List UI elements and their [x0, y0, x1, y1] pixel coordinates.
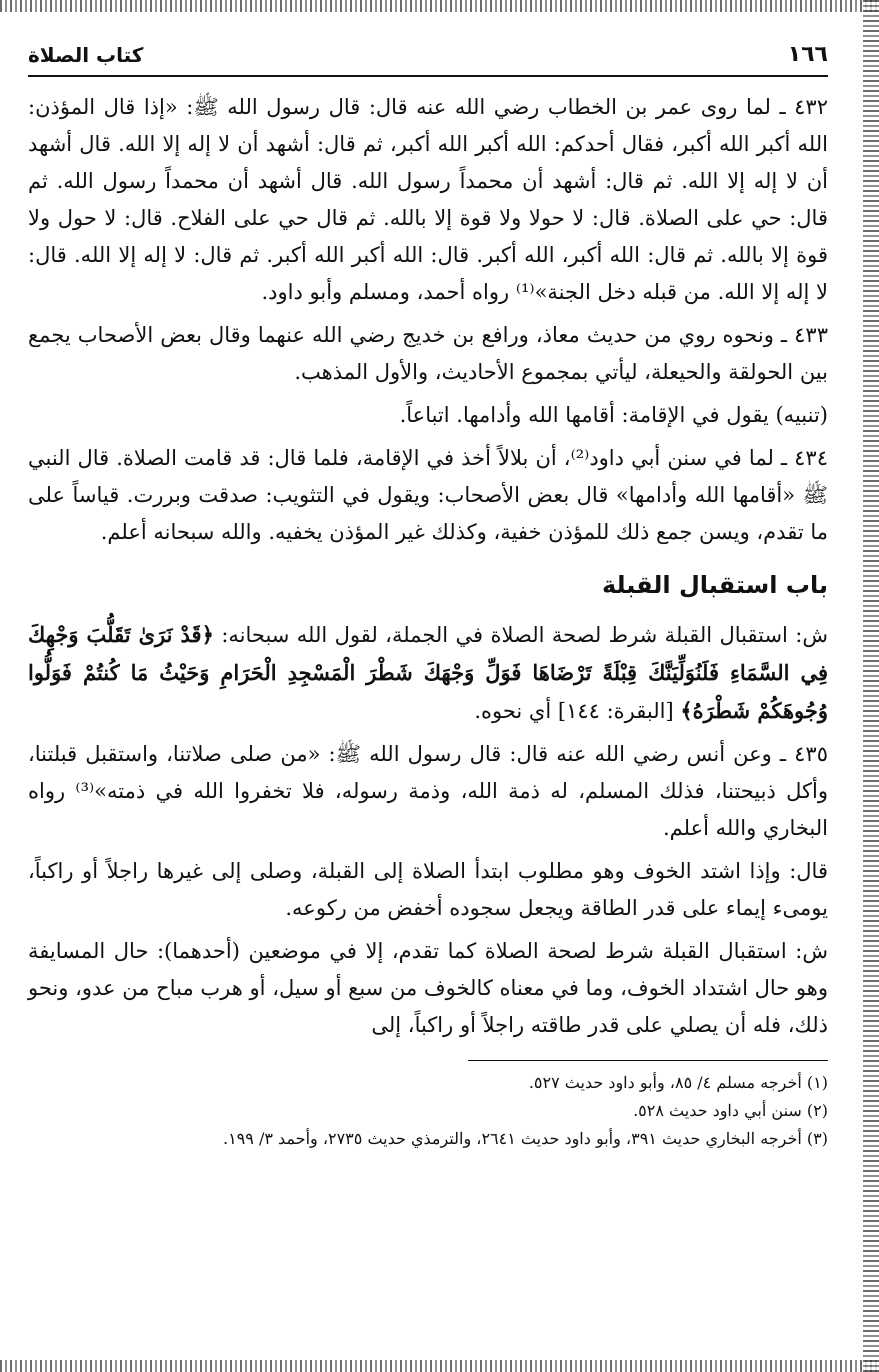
book-title: كتاب الصلاة	[28, 42, 144, 67]
paragraph-sharh-qibla	[28, 616, 828, 730]
sharh-qibla-text: ش: استقبال القبلة شرط لصحة الصلاة في الجملة، لقول الله سبحانه:	[221, 623, 828, 647]
section-title: باب استقبال القبلة	[601, 571, 828, 599]
paragraph-435: ٤٣٥ ـ وعن أنس رضي الله عنه قال: قال رسول الله ﷺ: «من صلى صلاتنا، واستقبل قبلتنا، وأكل ذبيحتنا، فذلك المسلم، له ذمة الله، وذمة رسوله، فلا تخفروا الله في ذمته»⁽³⁾ رواه البخاري والله أعلم.	[28, 742, 828, 840]
footnotes	[28, 1069, 828, 1153]
page-number: ١٦٦	[787, 42, 828, 67]
paragraph-tanbih: (تنبيه) يقول في الإقامة: أقامها الله وأدامها. اتباعاً.	[399, 403, 828, 427]
page-body	[28, 89, 828, 1044]
book-page	[28, 42, 828, 1153]
verse-reference: [البقرة: ١٤٤] أي نحوه.	[474, 699, 674, 723]
ornamental-border-top	[0, 0, 879, 12]
footnote-separator	[468, 1060, 828, 1061]
paragraph-432: ٤٣٢ ـ لما روى عمر بن الخطاب رضي الله عنه قال: قال رسول الله ﷺ: «إذا قال المؤذن: الله أكبر الله أكبر، فقال أحدكم: الله أكبر الله أكبر، ثم قال: أشهد أن لا إله إلا الله. قال أشهد أن لا إله إلا الله. ثم قال: أشهد أن محمداً رسول الله. قال أشهد أن محمداً رسول الله. ثم قال: حي على الصلاة. قال: لا حولا ولا قوة إلا بالله. ثم قال حي على الفلاح. قال: لا حول ولا قوة إلا بالله. ثم قال: الله أكبر، الله أكبر. قال: الله أكبر الله أكبر. ثم قال: لا إله إلا الله. قال: لا إله إلا الله. من قبله دخل الجنة»⁽¹⁾ رواه أحمد، ومسلم وأبو داود.	[28, 95, 828, 304]
quran-verse: ﴿قَدْ نَرَىٰ تَقَلُّبَ وَجْهِكَ فِي السَّمَاءِ فَلَنُوَلِّيَنَّكَ قِبْلَةً تَرْضَاهَا فَوَلِّ وَجْهَكَ شَطْرَ الْمَسْجِدِ الْحَرَامِ وَحَيْثُ مَا كُنتُمْ فَوَلُّوا وُجُوهَكُمْ شَطْرَهُ﴾	[28, 622, 828, 723]
footnote-3: (٣) أخرجه البخاري حديث ٣٩١، وأبو داود حديث ٢٦٤١، والترمذي حديث ٢٧٣٥، وأحمد ٣/ ١٩٩.	[222, 1129, 828, 1148]
paragraph-sharh-mawdiayn: ش: استقبال القبلة شرط لصحة الصلاة كما تقدم، إلا في موضعين (أحدهما): حال المسايفة وهو حال اشتداد الخوف، وما في معناه كالخوف من سبع أو سيل، أو هرب مباح من عدو، ونحو ذلك، فله أن يصلي على قدر طاقته راجلاً أو راكباً، إلى	[28, 939, 828, 1037]
footnote-1: (١) أخرجه مسلم ٤/ ٨٥، وأبو داود حديث ٥٢٧.	[528, 1073, 828, 1092]
paragraph-433: ٤٣٣ ـ ونحوه روي من حديث معاذ، ورافع بن خديج رضي الله عنهما وقال بعض الأصحاب يجمع بين الحولقة والحيعلة، ليأتي بمجموع الأحاديث، والأول المذهب.	[28, 323, 828, 384]
footnote-2: (٢) سنن أبي داود حديث ٥٢٨.	[633, 1101, 828, 1120]
ornamental-border-right	[863, 0, 879, 1372]
running-header	[28, 42, 828, 77]
paragraph-434: ٤٣٤ ـ لما في سنن أبي داود⁽²⁾، أن بلالاً أخذ في الإقامة، فلما قال: قد قامت الصلاة. قال النبي ﷺ «أقامها الله وأدامها» قال بعض الأصحاب: ويقول في التثويب: صدقت وبررت. قياساً على ما تقدم، ويسن جمع ذلك للمؤذن خفية، وكذلك غير المؤذن يخفيه. والله سبحانه أعلم.	[28, 446, 828, 544]
ornamental-border-bottom	[0, 1360, 879, 1372]
paragraph-khawf: قال: وإذا اشتد الخوف وهو مطلوب ابتدأ الصلاة إلى القبلة، وصلى إلى غيرها راجلاً أو راكباً، يومىء إيماء على قدر الطاقة ويجعل سجوده أخفض من ركوعه.	[28, 859, 828, 920]
